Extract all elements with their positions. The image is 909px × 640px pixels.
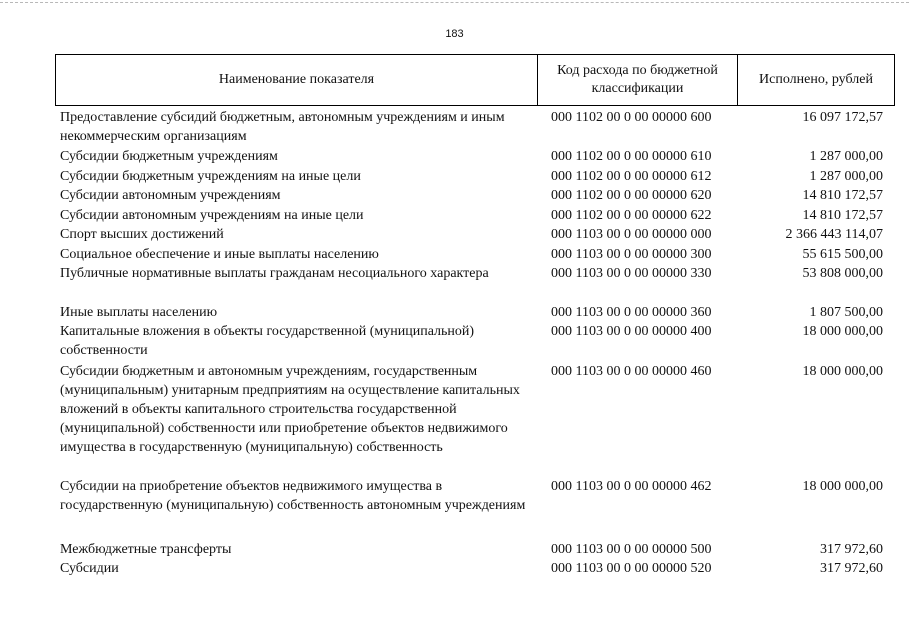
row-amount: 2 366 443 114,07: [785, 227, 883, 242]
row-name: Предоставление субсидий бюджетным, автономным учреждениям и иным некоммерческим организациям: [60, 110, 505, 144]
table-row: [0, 540, 909, 560]
row-name: Субсидии бюджетным учреждениям на иные цели: [60, 168, 361, 184]
row-name: Субсидии бюджетным и автономным учреждениям, государственным (муниципальным) унитарным предприятиям на осуществление капитальных вложений в объекты капитального строительства государственной (муниципальной) собственности или приобретение объектов недвижимого имущества в государственную (муниципальную) собственность: [60, 363, 520, 455]
table-row: [0, 264, 909, 303]
table-row: [0, 108, 909, 147]
table-row: [0, 477, 909, 540]
row-amount: 18 000 000,00: [802, 478, 883, 494]
table-header: [55, 54, 895, 106]
row-name: Капитальные вложения в объекты государственной (муниципальной) собственности: [60, 324, 475, 358]
row-code: 000 1103 00 0 00 00000 462: [551, 478, 712, 494]
row-amount: 18 000 000,00: [802, 324, 883, 339]
row-code: 000 1103 00 0 00 00000 360: [551, 304, 712, 320]
row-amount: 317 972,60: [820, 561, 883, 576]
row-name: Субсидии на приобретение объектов недвижимого имущества в государственную (муниципальную) собственность автономным учреждениям: [60, 478, 526, 513]
row-amount: 53 808 000,00: [802, 266, 883, 281]
row-name: Социальное обеспечение и иные выплаты населению: [60, 246, 379, 262]
page-number: 183: [445, 28, 464, 40]
row-code: 000 1102 00 0 00 00000 600: [551, 110, 712, 125]
row-code: 000 1102 00 0 00 00000 610: [551, 149, 712, 164]
row-amount: 1 807 500,00: [809, 304, 883, 320]
row-amount: 1 287 000,00: [809, 149, 883, 164]
row-amount: 317 972,60: [820, 541, 883, 557]
row-amount: 14 810 172,57: [802, 188, 883, 203]
row-amount: 55 615 500,00: [802, 246, 883, 262]
row-code: 000 1103 00 0 00 00000 000: [551, 227, 712, 242]
table-row: [0, 303, 909, 323]
table-row: [0, 147, 909, 167]
row-code: 000 1103 00 0 00 00000 300: [551, 246, 712, 262]
table-row: [0, 186, 909, 206]
row-name: Субсидии: [60, 561, 119, 576]
table-row: [0, 167, 909, 187]
row-code: 000 1102 00 0 00 00000 612: [551, 168, 712, 184]
row-amount: 14 810 172,57: [802, 207, 883, 223]
row-code: 000 1102 00 0 00 00000 620: [551, 188, 712, 203]
table-row: [0, 362, 909, 477]
row-code: 000 1102 00 0 00 00000 622: [551, 207, 712, 223]
row-amount: 1 287 000,00: [809, 168, 883, 184]
scan-top-edge: [0, 2, 909, 3]
row-code: 000 1103 00 0 00 00000 460: [551, 363, 712, 379]
table-body: [0, 108, 909, 579]
row-name: Иные выплаты населению: [60, 304, 218, 320]
row-code: 000 1103 00 0 00 00000 400: [551, 324, 712, 339]
row-amount: 16 097 172,57: [802, 110, 883, 125]
row-code: 000 1103 00 0 00 00000 330: [551, 266, 712, 281]
row-name: Субсидии автономным учреждениям: [60, 188, 281, 203]
column-header-executed: Исполнено, рублей: [759, 72, 873, 87]
row-name: Субсидии автономным учреждениям на иные цели: [60, 207, 364, 223]
row-code: 000 1103 00 0 00 00000 520: [551, 561, 712, 576]
column-header-code: Код расхода по бюджетной классификации: [538, 55, 738, 105]
row-name: Спорт высших достижений: [60, 227, 224, 242]
table-row: [0, 206, 909, 226]
row-amount: 18 000 000,00: [802, 363, 883, 379]
row-name: Межбюджетные трансферты: [60, 541, 232, 557]
table-row: [0, 322, 909, 362]
table-row: [0, 559, 909, 579]
table-row: [0, 245, 909, 265]
column-header-name: Наименование показателя: [56, 55, 538, 105]
table-row: [0, 225, 909, 245]
row-name: Субсидии бюджетным учреждениям: [60, 149, 278, 164]
row-name: Публичные нормативные выплаты гражданам несоциального характера: [60, 266, 489, 281]
row-code: 000 1103 00 0 00 00000 500: [551, 541, 712, 557]
